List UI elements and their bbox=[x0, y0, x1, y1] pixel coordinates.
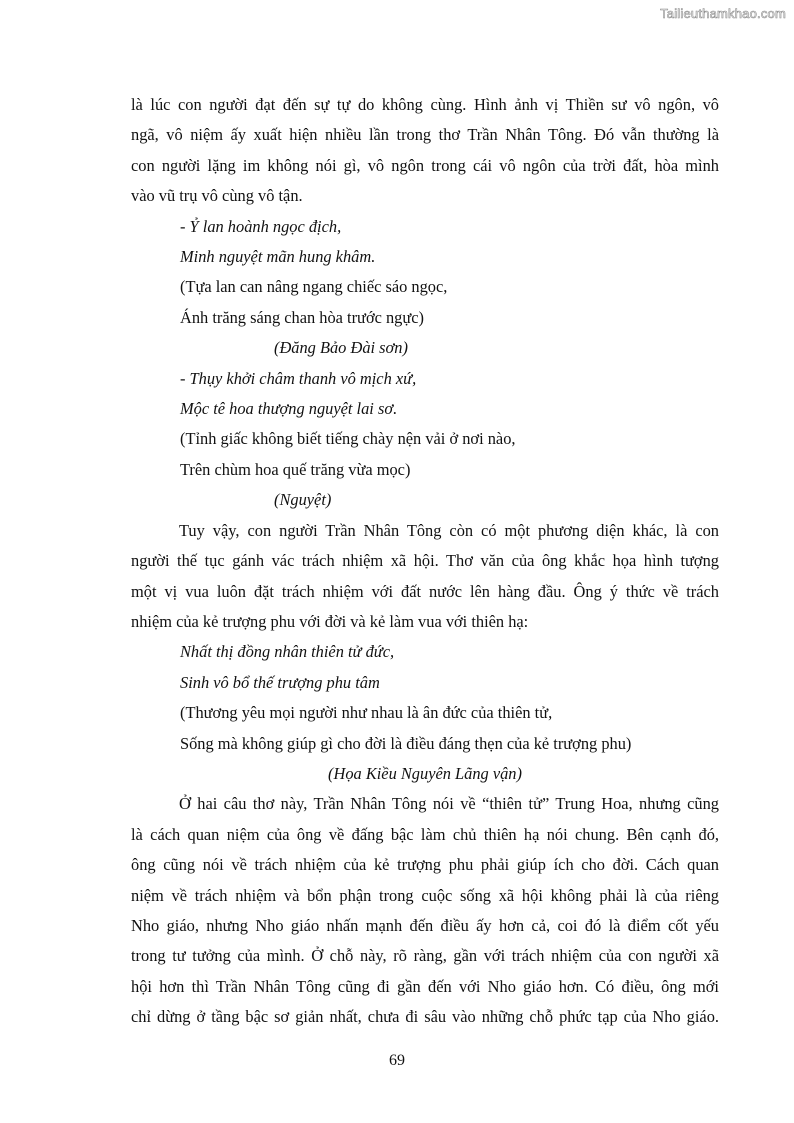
poem-line: Minh nguyệt mãn hung khâm. bbox=[180, 247, 376, 267]
paragraph-line: Nho giáo, nhưng Nho giáo nhấn mạnh đến điều ấy hơn cả, coi đó là điểm cốt yếu bbox=[131, 915, 719, 935]
poem-line: Mộc tê hoa thượng nguyệt lai sơ. bbox=[180, 399, 398, 419]
poem-translation-line: (Thương yêu mọi người như nhau là ân đức của thiên tử, bbox=[180, 703, 553, 723]
paragraph-line: ông cũng nói về trách nhiệm của kẻ trượng phu phải giúp ích cho đời. Cách quan bbox=[131, 855, 719, 875]
poem-translation-line: (Tựa lan can nâng ngang chiếc sáo ngọc, bbox=[180, 277, 448, 297]
poem-line: Nhất thị đồng nhân thiên tử đức, bbox=[180, 642, 395, 662]
poem-source: (Họa Kiều Nguyên Lãng vận) bbox=[328, 763, 522, 783]
poem-line: Sinh vô bổ thế trượng phu tâm bbox=[180, 672, 380, 692]
page-number: 69 bbox=[389, 1052, 405, 1069]
paragraph-line: là lúc con người đạt đến sự tự do không cùng. Hình ảnh vị Thiền sư vô ngôn, vô bbox=[131, 95, 719, 114]
poem-translation-line: Ánh trăng sáng chan hòa trước ngực) bbox=[180, 307, 424, 327]
poem-translation-line: Trên chùm hoa quế trăng vừa mọc) bbox=[180, 459, 411, 479]
poem-translation-line: (Tỉnh giấc không biết tiếng chày nện vải ở nơi nào, bbox=[180, 429, 516, 449]
paragraph-line: trong tư tưởng của mình. Ở chỗ này, rõ ràng, gần với trách nhiệm của con người xã bbox=[131, 946, 719, 966]
paragraph-line: Tuy vậy, con người Trần Nhân Tông còn có một phương diện khác, là con bbox=[179, 520, 719, 540]
paragraph-line: hội hơn thì Trần Nhân Tông cũng đi gần đến với Nho giáo hơn. Có điều, ông mới bbox=[131, 976, 719, 996]
paragraph-line: Ở hai câu thơ này, Trần Nhân Tông nói về “thiên tử” Trung Hoa, nhưng cũng bbox=[179, 794, 719, 814]
poem-line: - Thụy khởi châm thanh vô mịch xứ, bbox=[180, 368, 417, 388]
poem-source: (Nguyệt) bbox=[274, 490, 332, 510]
document-body bbox=[131, 90, 719, 1033]
paragraph-line: niệm về trách nhiệm và bổn phận trong cuộc sống xã hội không phải là của riêng bbox=[131, 885, 719, 905]
watermark-text: Tailieuthamkhao.com bbox=[660, 6, 786, 21]
paragraph-line: một vị vua luôn đặt trách nhiệm với đất nước lên hàng đầu. Ông ý thức về trách bbox=[131, 581, 719, 601]
paragraph-line: vào vũ trụ vô cùng vô tận. bbox=[131, 186, 303, 206]
paragraph-line: người thế tục gánh vác trách nhiệm xã hội. Thơ văn của ông khắc họa hình tượng bbox=[131, 551, 719, 571]
poem-translation-line: Sống mà không giúp gì cho đời là điều đáng thẹn của kẻ trượng phu) bbox=[180, 733, 632, 753]
paragraph-line: là cách quan niệm của ông về đấng bậc làm chủ thiên hạ nói chung. Bên cạnh đó, bbox=[131, 824, 719, 844]
paragraph-line: con người lặng im không nói gì, vô ngôn trong cái vô ngôn của trời đất, hòa mình bbox=[131, 155, 719, 175]
poem-source: (Đăng Bảo Đài sơn) bbox=[274, 338, 408, 358]
paragraph-line: ngã, vô niệm ấy xuất hiện nhiều lần trong thơ Trần Nhân Tông. Đó vẫn thường là bbox=[131, 125, 719, 145]
paragraph-line: chỉ dừng ở tầng bậc sơ giản nhất, chưa đi sâu vào những chỗ phức tạp của Nho giáo. bbox=[131, 1007, 719, 1027]
paragraph-line: nhiệm của kẻ trượng phu với đời và kẻ làm vua với thiên hạ: bbox=[131, 611, 529, 631]
poem-line: - Ỷ lan hoành ngọc địch, bbox=[180, 216, 342, 236]
